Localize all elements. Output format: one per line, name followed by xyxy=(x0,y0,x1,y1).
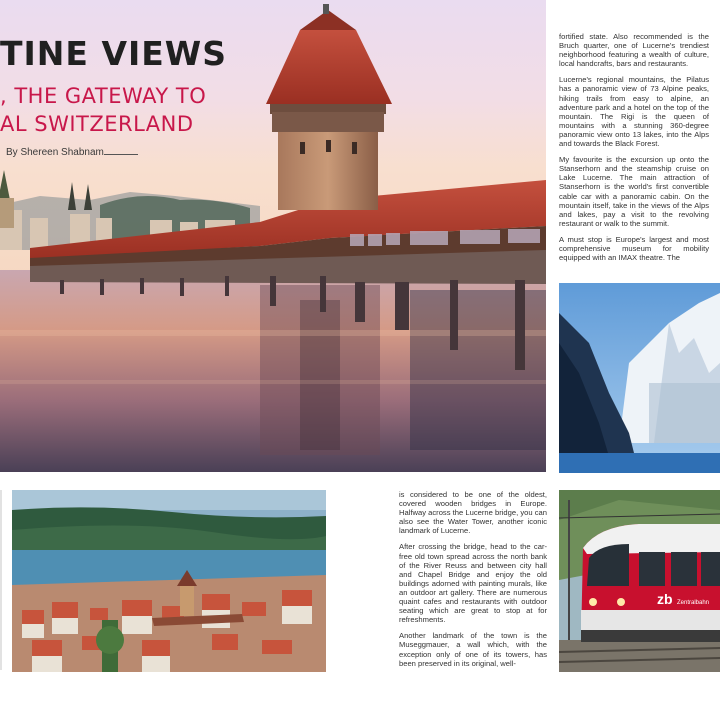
article-subtitle-line2: AL SWITZERLAND xyxy=(0,112,194,136)
paragraph: A must stop is Europe's largest and most comprehensive museum for mobility equipped with an IMAX theatre. The xyxy=(559,234,709,263)
paragraph: My favourite is the excursion up onto the Stanserhorn and the steamship cruise on Lake Lucerne. The main attraction of Stanserhorn is the world's first convertible cable car with a panoramic cabin. On the mountain itself, take in the views of the Alps and lakes, pay a visit to the revolving restaurant or walk to the summit. xyxy=(559,155,709,228)
article-byline: By Shereen Shabnam xyxy=(6,147,104,158)
byline-divider xyxy=(104,154,138,155)
lucerne-city-photo xyxy=(12,490,326,672)
paragraph: is considered to be one of the oldest, covered wooden bridges in Europe. Halfway across the Lucerne bridge, you can also see the Water Tower, another iconic landmark of Lucerne. xyxy=(399,490,547,536)
hero-photo-chapel-bridge xyxy=(0,0,546,472)
paragraph: Lucerne's regional mountains, the Pilatus has a panoramic view of 73 Alpine peaks, hiking trails from easy to alpine, an adventure park and a hotel on the top of the mountain. The Rigi is the queen of mountains with a stunning 360-degree panoramic view onto 13 lakes, into the Alps and towards the Black Forest. xyxy=(559,75,709,149)
zentralbahn-train-photo xyxy=(559,490,720,672)
article-title: TINE VIEWS xyxy=(0,34,227,73)
page-edge-text-fragment xyxy=(0,490,2,670)
body-column-right xyxy=(559,32,709,269)
alps-illustration xyxy=(559,283,720,473)
article-subtitle-line1: , THE GATEWAY TO xyxy=(0,84,207,108)
body-column-bottom xyxy=(399,490,547,675)
train-livery-text: Zentralbahn xyxy=(677,600,710,606)
paragraph: fortified state. Also recommended is the Bruch quarter, one of Lucerne's trendiest neighborhood featuring a wealth of culture, local handcrafts, bars and restaurants. xyxy=(559,32,709,69)
alps-photo xyxy=(559,283,720,473)
paragraph: Another landmark of the town is the Museggmauer, a wall which, with the exception only of one of its towers, has been preserved in its original, well- xyxy=(399,631,547,668)
train-logo: zb xyxy=(657,591,673,607)
train-illustration xyxy=(559,490,720,672)
lucerne-city-illustration xyxy=(12,490,326,672)
paragraph: After crossing the bridge, head to the car-free old town spread across the north bank of the River Reuss and between city hall and Chapel Bridge and enjoy the old buildings adorned with painting murals, like an outdoor art gallery. There are numerous quaint cafes and restaurants with outdoor seating which are great to stop at for refreshments. xyxy=(399,542,547,625)
